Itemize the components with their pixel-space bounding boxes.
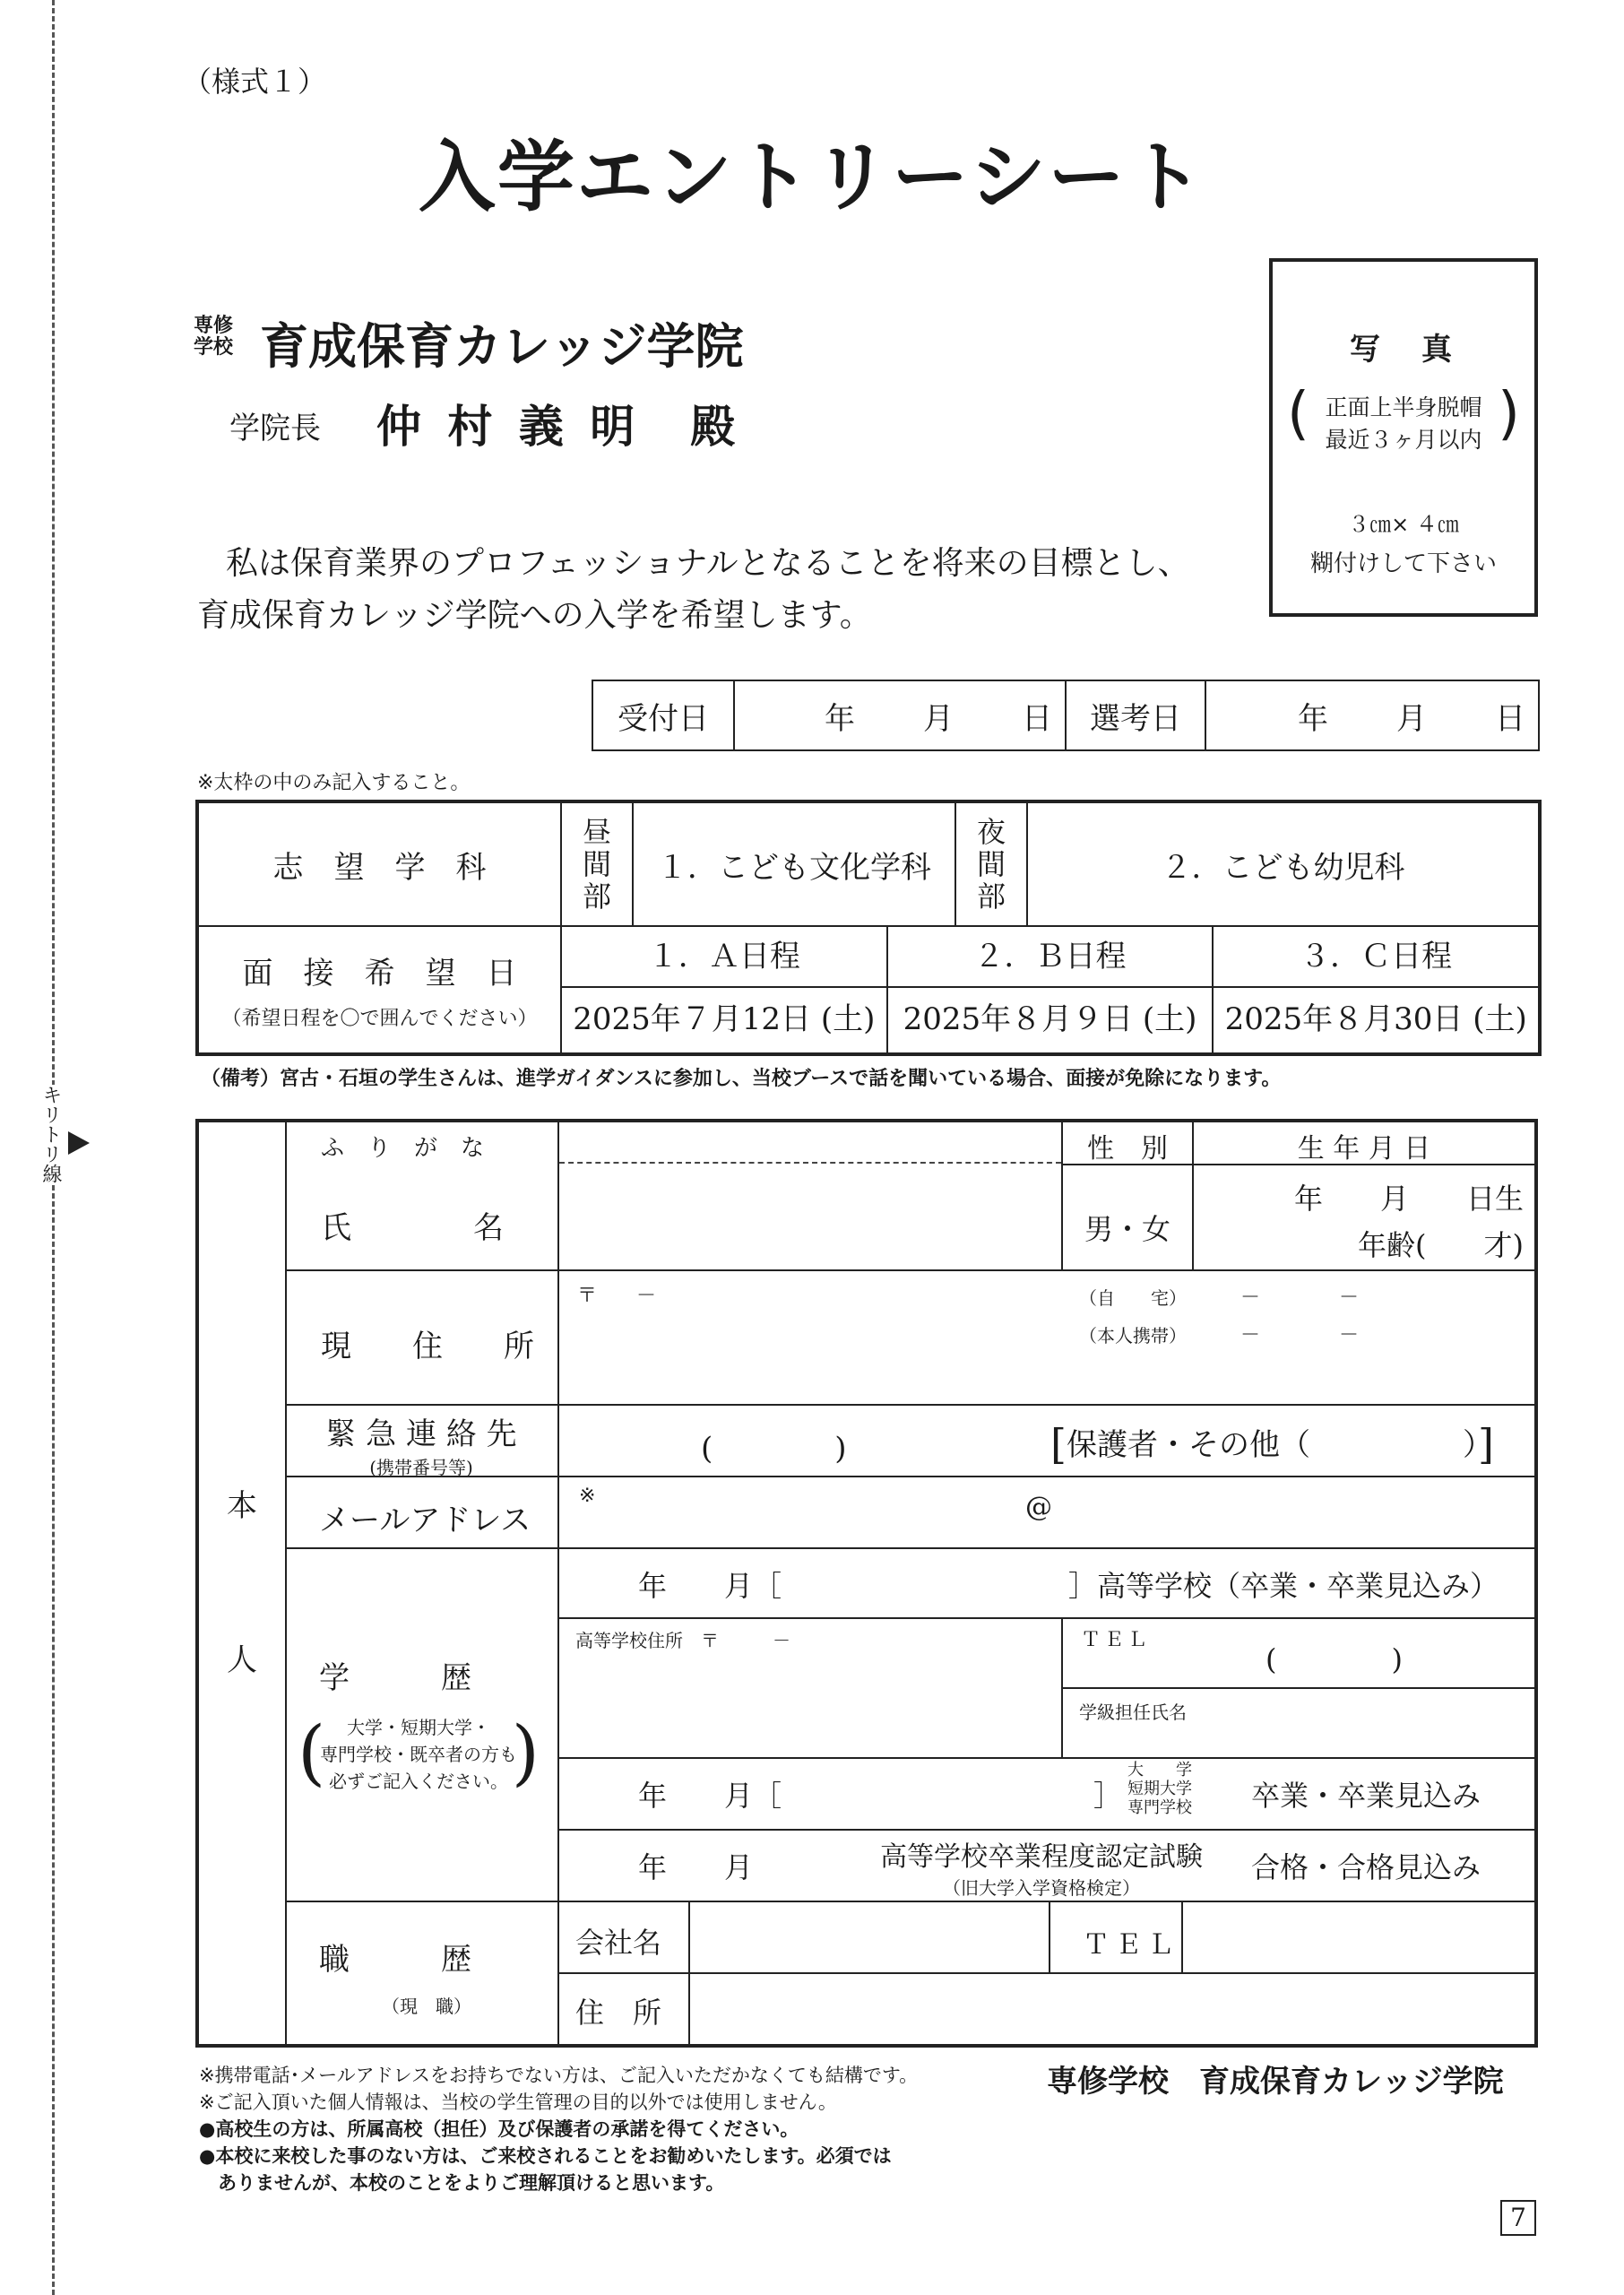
career-label: 職 歴	[319, 1942, 471, 1978]
statement-line-1: 私は保育業界のプロフェッショナルとなることを将来の目標とし、	[226, 545, 1190, 582]
email-input[interactable]: ※ @	[579, 1485, 1052, 1523]
company-input[interactable]	[690, 1902, 1049, 1970]
university-status[interactable]: 卒業・卒業見込み	[1251, 1779, 1481, 1813]
dob-label: 生 年 月 日	[1297, 1133, 1431, 1165]
night-cell	[955, 801, 1540, 926]
received-date-field[interactable]: 年 月 日	[734, 680, 1066, 750]
night-division-label: 夜 間 部	[956, 803, 1028, 925]
career-tel-label: ＴＥＬ	[1083, 1929, 1179, 1961]
gender-label: 性 別	[1087, 1133, 1168, 1165]
high-school-address-input[interactable]: 高等学校住所 〒 －	[575, 1630, 790, 1651]
cut-arrow-icon	[68, 1131, 90, 1155]
exam-status[interactable]: 合格・合格見込み	[1251, 1850, 1481, 1884]
address-label: 現 住 所	[321, 1329, 534, 1364]
emergency-label: 緊 急 連 絡 先 (携帯番号等)	[325, 1416, 517, 1478]
photo-title: 写 真	[1350, 332, 1457, 368]
footer-school-name: 専修学校 育成保育カレッジ学院	[1047, 2064, 1504, 2100]
dob-field[interactable]: 年 月 日生	[1293, 1182, 1524, 1216]
night-option[interactable]: ２．こども幼児科	[1161, 849, 1405, 886]
photo-paste: 糊付けして下さい	[1309, 550, 1497, 577]
selection-date-field[interactable]: 年 月 日	[1205, 680, 1539, 750]
interview-label-cell	[197, 926, 561, 1054]
interview-option-a[interactable]: １．Ａ日程 2025年７月12日 (土)	[562, 927, 888, 1052]
statement-line-2: 育成保育カレッジ学院への入学を希望します。	[197, 597, 872, 634]
interview-options	[561, 926, 1540, 1054]
form-number: （様式１）	[183, 65, 327, 99]
department-label: 志 望 学 科	[197, 801, 561, 926]
emergency-relation[interactable]: [保護者・その他（ ）]	[1050, 1420, 1494, 1468]
footer-note: ●本校に来校した事のない方は、ご来校されることをお勧めいたします。必須では	[199, 2145, 892, 2167]
day-division-label: 昼 間 部	[561, 801, 633, 926]
photo-size: ３㎝× ４㎝	[1348, 512, 1459, 537]
career-address-label: 住 所	[575, 1996, 662, 2030]
interview-option-c[interactable]: ３．Ｃ日程 2025年８月30日 (土)	[1214, 927, 1538, 1052]
footer-note: ※携帯電話･メールアドレスをお持ちでない方は、ご記入いただかなくても結構です。	[199, 2065, 919, 2086]
education-label: 学 歴	[319, 1660, 471, 1696]
photo-note: ( 正面上半身脱帽 最近３ヶ月以内 )	[1287, 381, 1520, 453]
page-number: 7	[1500, 2200, 1536, 2236]
personal-table: 本 人 ふ り が な 氏 名 性 別 男・女 生 年 月 日 年 月 日生 年齢( 才) 現 住 所 〒 － （自 宅） （本人携帯） － － － － 緊 急 連 絡 先 (携帯番号等) ( ) [保護者・その他（ ）] メールアドレス ※ @ 学 歴 ( 大学・短期大学・ 専門学校・既卒者の方も 必ずご記入ください。 ) 年 月［ ］高等学校（卒業・卒業見込み） 高等学校住所 〒 － ＴＥＬ ( ) 学級担任氏名 年 月［ ］ 大 学 短期大学 専門学校 卒業・卒業見込み 年 月 高等学校卒業程度認定試験 （旧大学入学資格検定） 合格・合格見込み 職 歴 （現 職） 会社名 ＴＥＬ 住 所	[195, 1119, 1538, 2048]
name-input[interactable]	[559, 1122, 1061, 1269]
footer-note: ※ご記入頂いた個人情報は、当校の学生管理の目的以外では使用しません。	[199, 2091, 837, 2113]
day-option[interactable]: １．こども文化学科	[633, 801, 955, 926]
side-column	[199, 1122, 287, 2044]
side-label-hon: 本	[227, 1488, 257, 1524]
career-sub: （現 職）	[382, 1996, 471, 2017]
footer-note: ありませんが、本校のことをよりご理解頂けると思います。	[199, 2172, 725, 2194]
education-note: ( 大学・短期大学・ 専門学校・既卒者の方も 必ずご記入ください。 )	[298, 1710, 540, 1794]
footer-note: ●高校生の方は、所属高校（担任）及び保護者の承諾を得てください。	[199, 2118, 799, 2140]
school-type: 専修 学校	[194, 315, 234, 359]
exam-name: 高等学校卒業程度認定試験 （旧大学入学資格検定）	[880, 1841, 1203, 1899]
education-label-cell	[285, 1547, 557, 1901]
name-label-cell: ふ り が な 氏 名	[321, 1135, 504, 1246]
high-school-field[interactable]: 年 月［ ］高等学校（卒業・卒業見込み）	[638, 1569, 1499, 1603]
school-name: 育成保育カレッジ学院	[260, 318, 744, 375]
career-label-cell	[285, 1901, 557, 2044]
university-types: 大 学 短期大学 専門学校	[1127, 1761, 1192, 1817]
career-tel-input[interactable]	[1183, 1902, 1534, 1970]
department-table	[195, 800, 1542, 1056]
hs-tel-input[interactable]: ( )	[1266, 1642, 1403, 1676]
interview-sub: （希望日程を〇で囲んでください）	[221, 1008, 538, 1030]
cut-line-label: キリトリ線	[39, 1085, 62, 1183]
career-address-input[interactable]	[690, 1974, 1534, 2042]
interview-option-b[interactable]: ２．Ｂ日程 2025年８月９日 (土)	[888, 927, 1214, 1052]
emergency-phone-input[interactable]: ( )	[701, 1431, 847, 1467]
email-label: メールアドレス	[319, 1503, 531, 1538]
interview-remark: （備考）宮古・石垣の学生さんは、進学ガイダンスに参加し、当校ブースで話を聞いている場合、面接が免除になります。	[201, 1068, 1282, 1090]
principal-name: 仲 村 義 明 殿	[376, 400, 741, 453]
principal-title: 学院長	[229, 411, 321, 446]
address-input[interactable]: 〒 － （自 宅） （本人携帯） － － － －	[577, 1285, 1360, 1347]
interview-label: 面 接 希 望 日	[242, 956, 517, 992]
university-field[interactable]: 年 月［	[638, 1779, 782, 1813]
received-date-label: 受付日	[592, 680, 734, 750]
hs-tel-label: ＴＥＬ	[1081, 1629, 1152, 1651]
age-field[interactable]: 年齢( 才)	[1358, 1228, 1524, 1262]
footer-notes	[199, 2062, 918, 2196]
exam-date-field[interactable]: 年 月	[638, 1850, 754, 1884]
gender-field[interactable]: 男・女	[1084, 1212, 1170, 1246]
side-label-nin: 人	[227, 1642, 257, 1678]
selection-date-label: 選考日	[1066, 680, 1205, 750]
page-title: 入学エントリーシート	[418, 133, 1206, 222]
company-label: 会社名	[575, 1926, 662, 1960]
homeroom-teacher-input[interactable]: 学級担任氏名	[1079, 1702, 1187, 1723]
note-thick-frame: ※太枠の中のみ記入すること。	[197, 772, 471, 794]
receipt-table	[592, 680, 1540, 751]
photo-box	[1269, 258, 1538, 617]
